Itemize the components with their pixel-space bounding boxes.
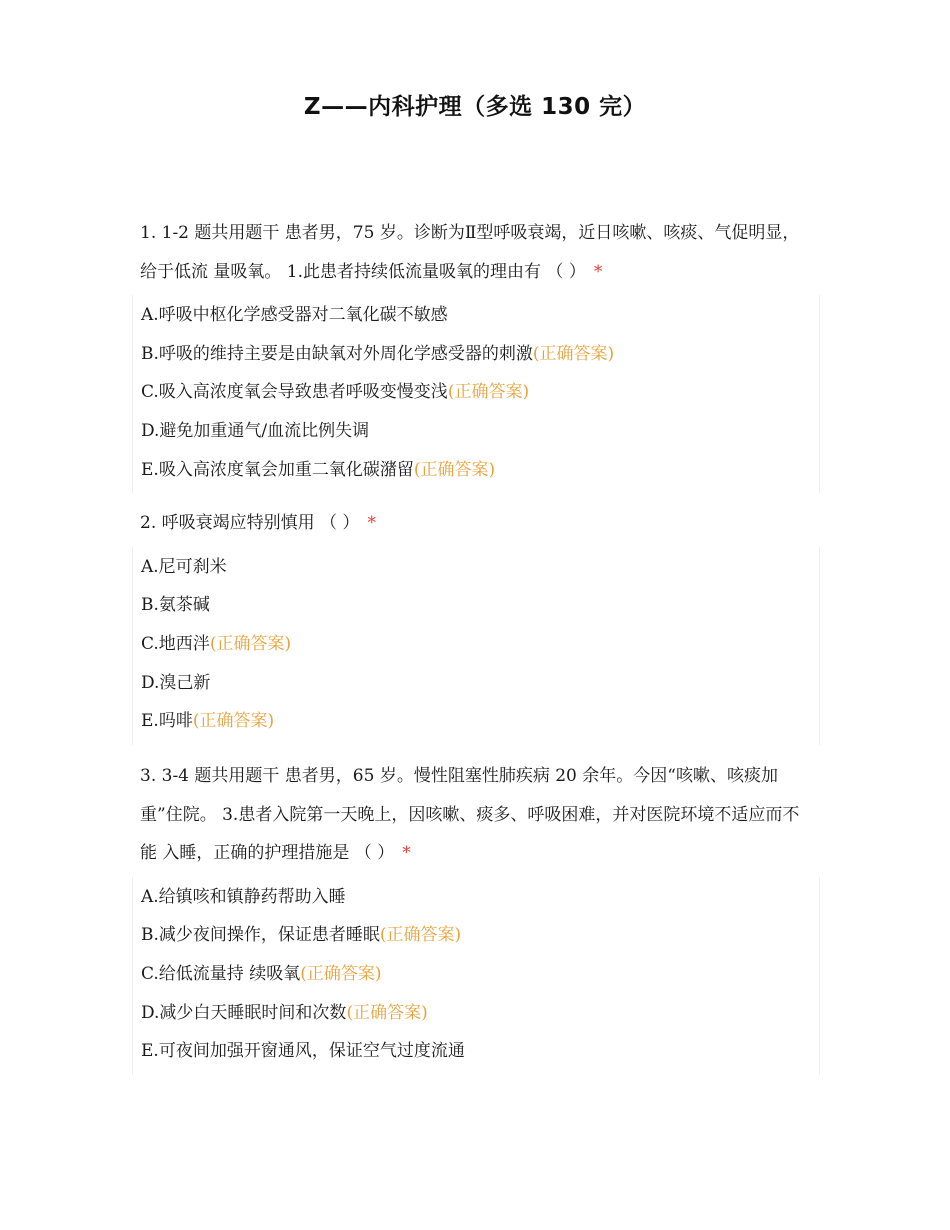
option-label: C.吸入高浓度氧会导致患者呼吸变慢变浅 bbox=[141, 382, 448, 403]
option-e[interactable] bbox=[133, 702, 819, 741]
option-d[interactable] bbox=[133, 412, 819, 451]
option-a[interactable] bbox=[133, 878, 819, 917]
question-stem-text: 2. 呼吸衰竭应特别慎用 （ ） bbox=[140, 513, 360, 533]
option-list bbox=[132, 877, 820, 1075]
correct-answer-tag: (正确答案) bbox=[300, 963, 382, 984]
question-1 bbox=[132, 214, 820, 493]
question-stem bbox=[132, 214, 820, 291]
question-stem bbox=[132, 757, 820, 873]
option-c[interactable] bbox=[133, 625, 819, 664]
correct-answer-tag: (正确答案) bbox=[209, 633, 292, 654]
option-label: D.溴己新 bbox=[141, 672, 211, 693]
question-2 bbox=[132, 504, 820, 745]
correct-answer-tag: (正确答案) bbox=[447, 382, 530, 403]
option-label: D.减少白天睡眠时间和次数 bbox=[141, 1002, 347, 1023]
page-title: Z——内科护理（多选 130 完） bbox=[303, 94, 647, 120]
option-label: D.避免加重通气/血流比例失调 bbox=[141, 421, 370, 442]
question-3 bbox=[132, 757, 820, 1075]
required-marker: * bbox=[593, 261, 603, 282]
required-marker: * bbox=[367, 513, 376, 533]
option-label: B.氨茶碱 bbox=[141, 595, 210, 616]
correct-answer-tag: (正确答案) bbox=[192, 711, 275, 732]
option-label: C.地西泮 bbox=[141, 633, 210, 654]
option-label: E.吗啡 bbox=[141, 711, 193, 732]
option-b[interactable] bbox=[133, 586, 819, 625]
option-label: B.呼吸的维持主要是由缺氧对外周化学感受器的刺激 bbox=[141, 343, 533, 364]
option-list bbox=[132, 295, 820, 493]
option-e[interactable] bbox=[133, 451, 819, 490]
option-e[interactable] bbox=[133, 1032, 819, 1071]
option-c[interactable] bbox=[133, 373, 819, 412]
option-a[interactable] bbox=[133, 548, 819, 587]
option-b[interactable] bbox=[133, 916, 819, 955]
option-label: C.给低流量持 续吸氧 bbox=[141, 963, 301, 984]
correct-answer-tag: (正确答案) bbox=[379, 925, 462, 946]
correct-answer-tag: (正确答案) bbox=[532, 343, 615, 364]
option-d[interactable] bbox=[133, 994, 819, 1033]
required-marker: * bbox=[402, 843, 411, 863]
option-label: E.吸入高浓度氧会加重二氧化碳潴留 bbox=[141, 459, 414, 480]
option-c[interactable] bbox=[133, 955, 819, 994]
option-a[interactable] bbox=[133, 296, 819, 335]
question-stem bbox=[132, 504, 820, 543]
option-label: E.可夜间加强开窗通风，保证空气过度流通 bbox=[141, 1041, 465, 1062]
option-label: A.尼可刹米 bbox=[141, 556, 227, 577]
option-label: B.减少夜间操作，保证患者睡眠 bbox=[141, 925, 380, 946]
correct-answer-tag: (正确答案) bbox=[413, 459, 496, 480]
option-d[interactable] bbox=[133, 664, 819, 703]
option-list bbox=[132, 547, 820, 745]
question-stem-text: 1. 1-2 题共用题干 患者男，75 岁。诊断为Ⅱ型呼吸衰竭，近日咳嗽、咳痰、气促明显，给于低流 量吸氧。 1.此患者持续低流量吸氧的理由有 （ ） bbox=[140, 223, 800, 282]
option-label: A.呼吸中枢化学感受器对二氧化碳不敏感 bbox=[141, 305, 448, 325]
question-stem-text: 3. 3-4 题共用题干 患者男，65 岁。慢性阻塞性肺疾病 20 余年。今因“咳嗽、咳痰加重”住院。 3.患者入院第一天晚上，因咳嗽、痰多、呼吸困难，并对医院环境不适应而不能 入睡，正确的护理措施是 （ ） bbox=[140, 766, 800, 863]
option-b[interactable] bbox=[133, 335, 819, 374]
correct-answer-tag: (正确答案) bbox=[346, 1002, 428, 1023]
option-label: A.给镇咳和镇静药帮助入睡 bbox=[141, 886, 346, 907]
